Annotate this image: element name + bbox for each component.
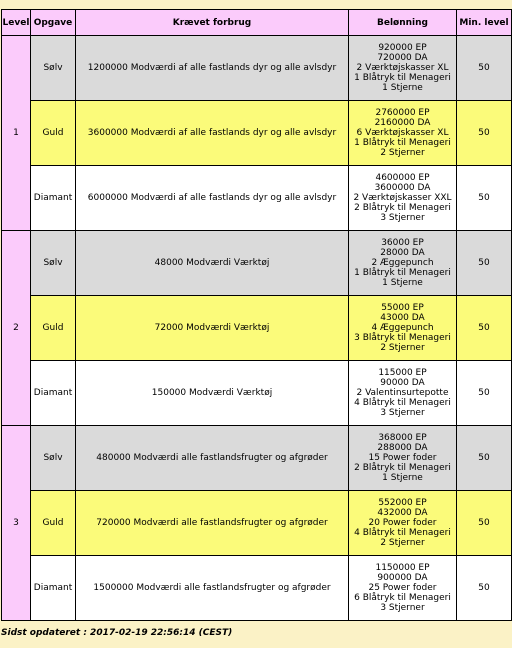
reward-line: 288000 DA bbox=[377, 443, 428, 453]
reward-line: 1 Blåtryk til Menageri bbox=[354, 73, 451, 83]
reward-line: 1150000 EP bbox=[375, 563, 430, 573]
reward-line: 3 Stjerner bbox=[380, 213, 425, 223]
reward-line: 1 Stjerne bbox=[382, 473, 423, 483]
requirement-cell: 48000 Modværdi Værktøj bbox=[76, 231, 349, 296]
reward-line: 3 Stjerner bbox=[380, 408, 425, 418]
reward-line: 1 Stjerne bbox=[382, 278, 423, 288]
task-cell: Diamant bbox=[31, 361, 76, 426]
reward-cell bbox=[349, 426, 457, 491]
task-cell: Diamant bbox=[31, 556, 76, 621]
table-row bbox=[2, 556, 512, 621]
min-level-cell: 50 bbox=[457, 296, 512, 361]
table-row bbox=[2, 426, 512, 491]
table-row bbox=[2, 491, 512, 556]
reward-line: 900000 DA bbox=[377, 573, 428, 583]
reward-line: 90000 DA bbox=[380, 378, 425, 388]
min-level-cell: 50 bbox=[457, 361, 512, 426]
min-level-cell: 50 bbox=[457, 556, 512, 621]
reward-line: 15 Power foder bbox=[368, 453, 437, 463]
min-level-cell: 50 bbox=[457, 36, 512, 101]
reward-line: 3 Blåtryk til Menageri bbox=[354, 333, 451, 343]
reward-line: 920000 EP bbox=[378, 43, 427, 53]
reward-line: 2 Blåtryk til Menageri bbox=[354, 203, 451, 213]
reward-cell bbox=[349, 296, 457, 361]
header-belonning: Belønning bbox=[349, 10, 457, 36]
task-cell: Diamant bbox=[31, 166, 76, 231]
reward-line: 368000 EP bbox=[378, 433, 427, 443]
requirement-cell: 72000 Modværdi Værktøj bbox=[76, 296, 349, 361]
reward-cell bbox=[349, 491, 457, 556]
reward-line: 2 Stjerner bbox=[380, 343, 425, 353]
header-level: Level bbox=[2, 10, 31, 36]
level-cell: 3 bbox=[2, 426, 31, 621]
reward-line: 115000 EP bbox=[378, 368, 427, 378]
task-cell: Sølv bbox=[31, 231, 76, 296]
reward-cell bbox=[349, 361, 457, 426]
reward-line: 6 Blåtryk til Menageri bbox=[354, 593, 451, 603]
reward-line: 4600000 EP bbox=[375, 173, 430, 183]
reward-line: 2 Stjerner bbox=[380, 148, 425, 158]
reward-line: 2 Æggepunch bbox=[371, 258, 434, 268]
reward-line: 432000 DA bbox=[377, 508, 428, 518]
reward-line: 3600000 DA bbox=[374, 183, 431, 193]
requirement-cell: 6000000 Modværdi af alle fastlands dyr og alle avlsdyr bbox=[76, 166, 349, 231]
reward-line: 2 Valentinsurtepotte bbox=[356, 388, 449, 398]
level-cell: 2 bbox=[2, 231, 31, 426]
reward-line: 2160000 DA bbox=[374, 118, 431, 128]
requirement-cell: 720000 Modværdi alle fastlandsfrugter og afgrøder bbox=[76, 491, 349, 556]
header-forbrug: Krævet forbrug bbox=[76, 10, 349, 36]
requirement-cell: 150000 Modværdi Værktøj bbox=[76, 361, 349, 426]
reward-line: 3 Stjerner bbox=[380, 603, 425, 613]
min-level-cell: 50 bbox=[457, 426, 512, 491]
task-cell: Guld bbox=[31, 491, 76, 556]
requirement-cell: 1500000 Modværdi alle fastlandsfrugter og afgrøder bbox=[76, 556, 349, 621]
last-updated: Sidst opdateret : 2017-02-19 22:56:14 (CEST) bbox=[1, 628, 233, 638]
reward-line: 4 Blåtryk til Menageri bbox=[354, 528, 451, 538]
reward-line: 2760000 EP bbox=[375, 108, 430, 118]
table-row bbox=[2, 101, 512, 166]
task-cell: Guld bbox=[31, 101, 76, 166]
reward-cell bbox=[349, 556, 457, 621]
reward-line: 4 Æggepunch bbox=[371, 323, 434, 333]
table-row bbox=[2, 361, 512, 426]
level-cell: 1 bbox=[2, 36, 31, 231]
table-header-row bbox=[2, 10, 512, 36]
reward-line: 4 Blåtryk til Menageri bbox=[354, 398, 451, 408]
table-body bbox=[2, 36, 512, 621]
reward-cell bbox=[349, 36, 457, 101]
reward-line: 1 Blåtryk til Menageri bbox=[354, 138, 451, 148]
reward-line: 1 Stjerne bbox=[382, 83, 423, 93]
reward-line: 36000 EP bbox=[381, 238, 424, 248]
task-cell: Sølv bbox=[31, 426, 76, 491]
requirement-cell: 1200000 Modværdi af alle fastlands dyr og alle avlsdyr bbox=[76, 36, 349, 101]
task-cell: Sølv bbox=[31, 36, 76, 101]
reward-cell bbox=[349, 231, 457, 296]
reward-line: 1 Blåtryk til Menageri bbox=[354, 268, 451, 278]
header-min-level: Min. level bbox=[457, 10, 512, 36]
task-cell: Guld bbox=[31, 296, 76, 361]
reward-line: 2 Stjerner bbox=[380, 538, 425, 548]
reward-line: 2 Værktøjskasser XXL bbox=[353, 193, 452, 203]
header-opgave: Opgave bbox=[31, 10, 76, 36]
reward-line: 2 Blåtryk til Menageri bbox=[354, 463, 451, 473]
table-row bbox=[2, 231, 512, 296]
min-level-cell: 50 bbox=[457, 491, 512, 556]
table-row bbox=[2, 166, 512, 231]
reward-line: 25 Power foder bbox=[368, 583, 437, 593]
min-level-cell: 50 bbox=[457, 166, 512, 231]
table-row bbox=[2, 296, 512, 361]
reward-line: 2 Værktøjskasser XL bbox=[356, 63, 449, 73]
min-level-cell: 50 bbox=[457, 231, 512, 296]
reward-line: 20 Power foder bbox=[368, 518, 437, 528]
reward-cell bbox=[349, 166, 457, 231]
reward-line: 28000 DA bbox=[380, 248, 425, 258]
table-row bbox=[2, 36, 512, 101]
reward-line: 6 Værktøjskasser XL bbox=[356, 128, 449, 138]
requirement-cell: 3600000 Modværdi af alle fastlands dyr og alle avlsdyr bbox=[76, 101, 349, 166]
reward-cell bbox=[349, 101, 457, 166]
reward-line: 720000 DA bbox=[377, 53, 428, 63]
reward-line: 552000 EP bbox=[378, 498, 427, 508]
requirement-cell: 480000 Modværdi alle fastlandsfrugter og afgrøder bbox=[76, 426, 349, 491]
min-level-cell: 50 bbox=[457, 101, 512, 166]
reward-line: 55000 EP bbox=[381, 303, 424, 313]
rewards-table bbox=[1, 9, 512, 621]
reward-line: 43000 DA bbox=[380, 313, 425, 323]
